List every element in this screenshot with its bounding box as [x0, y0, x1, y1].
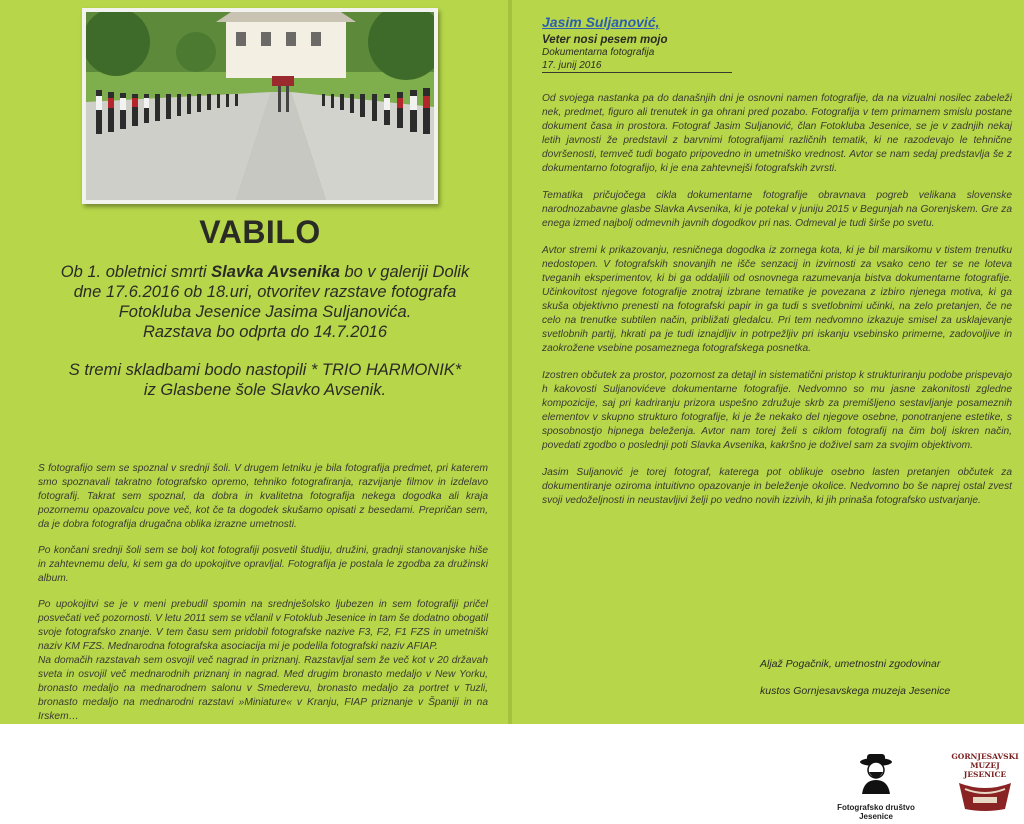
- photo-club-logo: [836, 750, 916, 821]
- invitation-line-1-name: Slavka Avsenika: [211, 263, 340, 281]
- author-biography: [38, 462, 488, 736]
- essay-paragraph-2: Tematika pričujočega cikla dokumentarne fotografije obravnava pogreb velikana slovenske narodnozabavne glasbe Slavka Avsenika, ki je potekal v juniju 2015 v Begunjah na Gorenjskem. Gre za enega izmed najbolj odmevnih javnih dogodkov pri nas. Odmeval je tudi širše po svetu.: [542, 190, 1012, 229]
- invitation-line-5: S tremi skladbami bodo nastopili * TRIO HARMONIK*: [68, 361, 462, 379]
- museum-name-line-2: MUZEJ JESENICE: [963, 761, 1007, 779]
- essay-paragraph-5: Jasim Suljanović je torej fotograf, katerega pot oblikuje osebno lasten pretanjen občutek za dokumentiranje oziroma intuitivno opazovanje in beleženje okolice. Nedvomno bo še naprej ostal zvest svoji vedoželjnosti in neustavljivi želji po vedno novih izzivih, ki jih prinaša fotografsko ustvarjanje.: [542, 467, 1012, 506]
- curator-signature: [760, 658, 1010, 712]
- essay-paragraph-1: Od svojega nastanka pa do današnjih dni je osnovni namen fotografije, da na vizualni nosilec zabeleži nek, predmet, figuro ali trenutek in ga ohrani pred pozabo. Fotografija v tem primarnem smislu postane dokument časa in prostora. Fotograf Jasim Suljanović, član Fotokluba Jesenice, se je v zadnjih nekaj letih javnosti že predstavil z barvnimi fotografijami različnih tematik, ki ne razodevajo le tehnične dovršenosti, temveč tudi bogato pripovedno in umetniško vrednost. Avtor se nam sedaj predstavlja še z dokumentarno fotografijo, ki je ena zahtevnejši fotografskih zvrsti.: [542, 93, 1012, 174]
- invitation-line-1: [30, 262, 500, 282]
- museum-emblem-icon: [955, 779, 1015, 813]
- bio-paragraph-1: S fotografijo sem se spoznal v srednji šoli. V drugem letniku je bila fotografija predmet, pri katerem smo spoznavali takratno fotografsko opremo, tehniko fotografiranja, razvijanje filmov in izdelavo fotografij. Takrat sem spoznal, da dobra in kvalitetna fotografija nekega dogodka ali kraja pozornemu opazovalcu pove več, kot če ta dogodek skušamo opisati z besedami. Prepričan sem, da je dobra fotografija drugačna oblika izrazne umetnosti.: [38, 463, 488, 530]
- essay-paragraph-3: Avtor stremi k prikazovanju, resničnega dogodka iz zornega kota, ki je bil marsikomu v tistem trenutku nedostopen. V fotografskih snovanjih ne išče senzacij in izvirnosti za vsako ceno ter se ne loteva tveganih eksperimentov, ki bi ga oddaljili od osnovnega razumevanja bistva dokumentarne fotografije. Učinkovitost njegove fotografije znotraj izbrane tematike je povezana z izbiro njenega motiva, ki ga skuša objektivno prenesti na fotografski papir in ga tudi s svetlobnimi učinki, na zelo pretanjen, če ne celo na trenutke subtilen način, približati gledalcu. Pri tem nedvomno izkazuje smisel za usklajevanje svetlobnih partij, hkrati pa je tudi iznajdljiv in potrpežljiv pri iskanju vsebinsko primerne, zadovoljive in zaokrožene vsebine posameznega fotografskega posnetka.: [542, 245, 1012, 354]
- event-photo: [82, 8, 438, 204]
- invitation-text: [30, 262, 500, 400]
- curator-name: Aljaž Pogačnik, umetnostni zgodovinar: [760, 658, 941, 670]
- photographer-portrait-icon: [854, 750, 898, 794]
- bio-paragraph-4: Na domačih razstavah sem osvojil več nagrad in priznanj. Razstavljal sem že več kot v 20 državah sveta in osvojil več mednarodnih priznanj in nagrad. Med drugim bronasto medaljo v New Yorku, bronasto medaljo na mednarodnem salonu v Smederevu, bronasto medaljo za portret v Tuzli, bronasto medaljo na mednarodni razstavi »Miniature« v Kranju, FIAP priznanje v Španiji in na Irskem…: [38, 655, 488, 722]
- bio-paragraph-2: Po končani srednji šoli sem se bolj kot fotografiji posvetil študiju, družini, gradnji stanovanjske hiše in zahtevnemu delu, ki sem ga do upokojitve opravljal. Fotografija je postala le zgodba za družinski album.: [38, 545, 488, 584]
- museum-logo: [950, 752, 1020, 818]
- invitation-line-1-a: Ob 1. obletnici smrti: [60, 263, 212, 281]
- exhibition-title: Veter nosi pesem mojo: [542, 34, 668, 46]
- funeral-procession-photo: [86, 12, 434, 200]
- bio-paragraph-3: Po upokojitvi se je v meni prebudil spomin na srednješolsko ljubezen in sem fotografiji pričel posvečati več pozornosti. V letu 2011 sem se včlanil v Fotoklub Jesenice in tam še dodatno obogatil svoje fotografsko znanje. V tem času sem pridobil fotografske nazive F3, F2, F1 FZS in umetniški naziv KM FZS. Mednarodna fotografska asociacija mi je podelila fotografski naziv AFIAP.: [38, 599, 489, 652]
- photo-club-name: [836, 803, 916, 821]
- author-name: Jasim Suljanović,: [542, 14, 660, 30]
- exhibition-header: [542, 14, 742, 73]
- essay-paragraph-4: Izostren občutek za prostor, pozornost za detajl in sistematični pristop k strukturiranju podobe prispevajo h kakovosti Suljanovićeve dokumentarne fotografije. Nedvomno so mu jasne zakonitosti zgledne kompozicije, saj pri kadriranju prizora uspešno združuje skrb za premišljeno sestavljanje posameznih elementov v skupno strukturo fotografije, ki je že nekako del njegove osebne, ponotranjene estetike, s sposobnostjo hipnega beleženja. Avtor nam torej želi s ciklom fotografij na čim bolj iskren način, povedati zgodbo o poslednji poti Slavka Avsenika, kakršno je doživel sam za svojim objektivom.: [542, 370, 1012, 451]
- exhibition-date: 17. junij 2016: [542, 60, 732, 73]
- exhibition-kind: Dokumentarna fotografija: [542, 47, 655, 58]
- invitation-title: VABILO: [199, 214, 321, 250]
- photo-club-name-line-1: Fotografsko društvo: [837, 803, 915, 812]
- museum-name-line-1: GORNJESAVSKI: [951, 752, 1019, 761]
- invitation-line-1-c: bo v galeriji Dolik: [339, 263, 470, 281]
- invitation-line-4: Razstava bo odprta do 14.7.2016: [142, 323, 387, 341]
- photo-club-name-line-2: Jesenice: [859, 812, 893, 821]
- invitation-line-6: iz Glasbene šole Slavko Avsenik.: [143, 381, 387, 399]
- curator-essay: [542, 92, 1012, 521]
- invitation-line-2: dne 17.6.2016 ob 18.uri, otvoritev razstave fotografa: [73, 283, 457, 301]
- curator-role: kustos Gornjesavskega muzeja Jesenice: [760, 685, 951, 697]
- invitation-line-3: Fotokluba Jesenice Jasima Suljanovića.: [118, 303, 412, 321]
